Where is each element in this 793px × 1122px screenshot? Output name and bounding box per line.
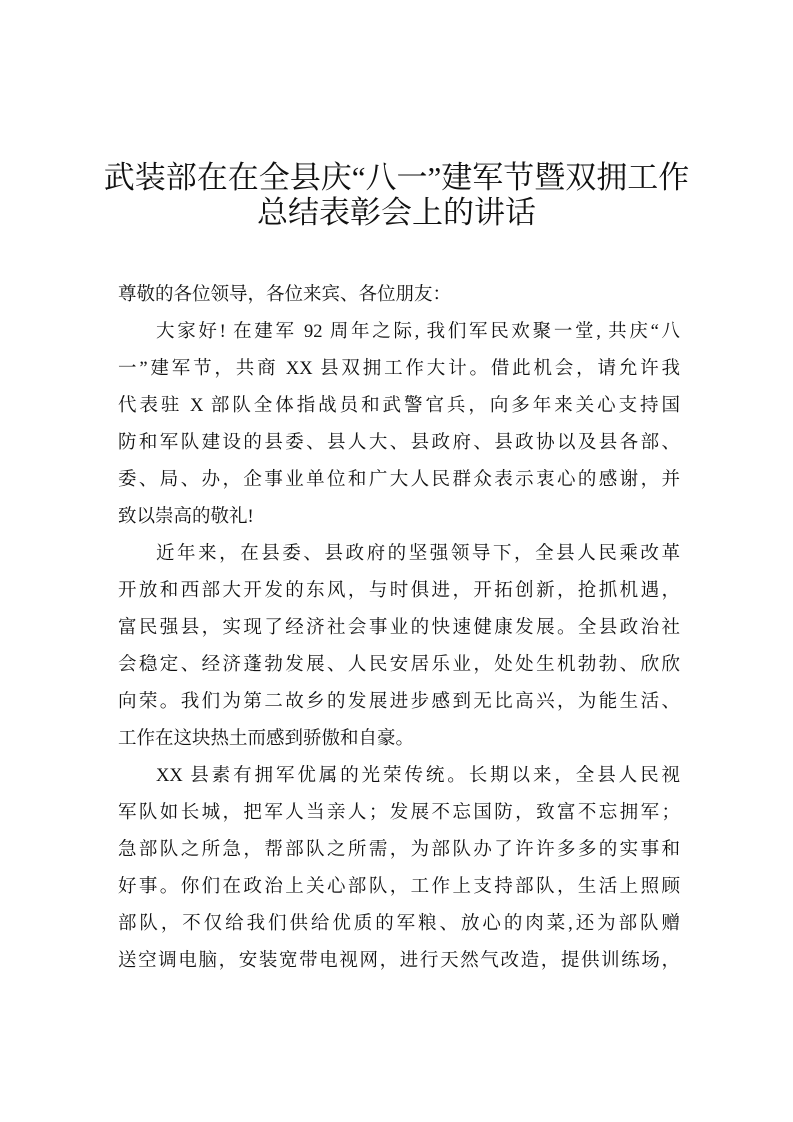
paragraph-1 <box>118 317 680 539</box>
text-line: 委、局、办，企事业单位和广大人民群众表示衷心的感谢，并 <box>118 470 680 490</box>
text-line: 近年来，在县委、县政府的坚强领导下，全县人民乘改革 <box>156 544 680 564</box>
text-line: 防和军队建设的县委、县人大、县政府、县政协以及县各部、 <box>118 433 680 453</box>
text-line: 向荣。我们为第二故乡的发展进步感到无比高兴，为能生活、 <box>118 692 680 712</box>
text-line: 好事。你们在政治上关心部队，工作上支持部队，生活上照顾 <box>118 877 680 897</box>
text-line: 富民强县，实现了经济社会事业的快速健康发展。全县政治社 <box>118 618 680 638</box>
text-line: 一”建军节，共商 XX 县双拥工作大计。借此机会，请允许我 <box>118 359 680 379</box>
text-line: 军队如长城，把军人当亲人；发展不忘国防，致富不忘拥军； <box>118 803 680 823</box>
text-line: 代表驻 X 部队全体指战员和武警官兵，向多年来关心支持国 <box>118 396 680 416</box>
text-line: 大家好! 在建军 92 周年之际, 我们军民欢聚一堂, 共庆“八 <box>156 322 680 342</box>
paragraph-2 <box>118 539 680 761</box>
paragraph-3 <box>118 761 680 983</box>
text-line: 部队，不仅给我们供给优质的军粮、放心的肉菜,还为部队赠 <box>118 914 680 934</box>
text-line: XX 县素有拥军优属的光荣传统。长期以来，全县人民视 <box>156 766 680 786</box>
document-title-line-2: 总结表彰会上的讲话 <box>257 195 536 230</box>
document-title-line-1: 武装部在在全县庆“八一”建军节暨双拥工作 <box>103 160 690 195</box>
text-line: 致以崇高的敬礼! <box>118 507 254 527</box>
text-line: 工作在这块热土而感到骄傲和自豪。 <box>118 729 415 749</box>
text-line: 送空调电脑，安装宽带电视网，进行天然气改造，提供训练场， <box>118 951 680 971</box>
salutation: 尊敬的各位领导，各位来宾、各位朋友： <box>118 285 452 305</box>
document-body <box>118 280 680 983</box>
text-line: 急部队之所急，帮部队之所需，为部队办了许许多多的实事和 <box>118 840 680 860</box>
text-line: 开放和西部大开发的东风，与时俱进，开拓创新，抢抓机遇， <box>118 581 680 601</box>
text-line: 会稳定、经济蓬勃发展、人民安居乐业，处处生机勃勃、欣欣 <box>118 655 680 675</box>
